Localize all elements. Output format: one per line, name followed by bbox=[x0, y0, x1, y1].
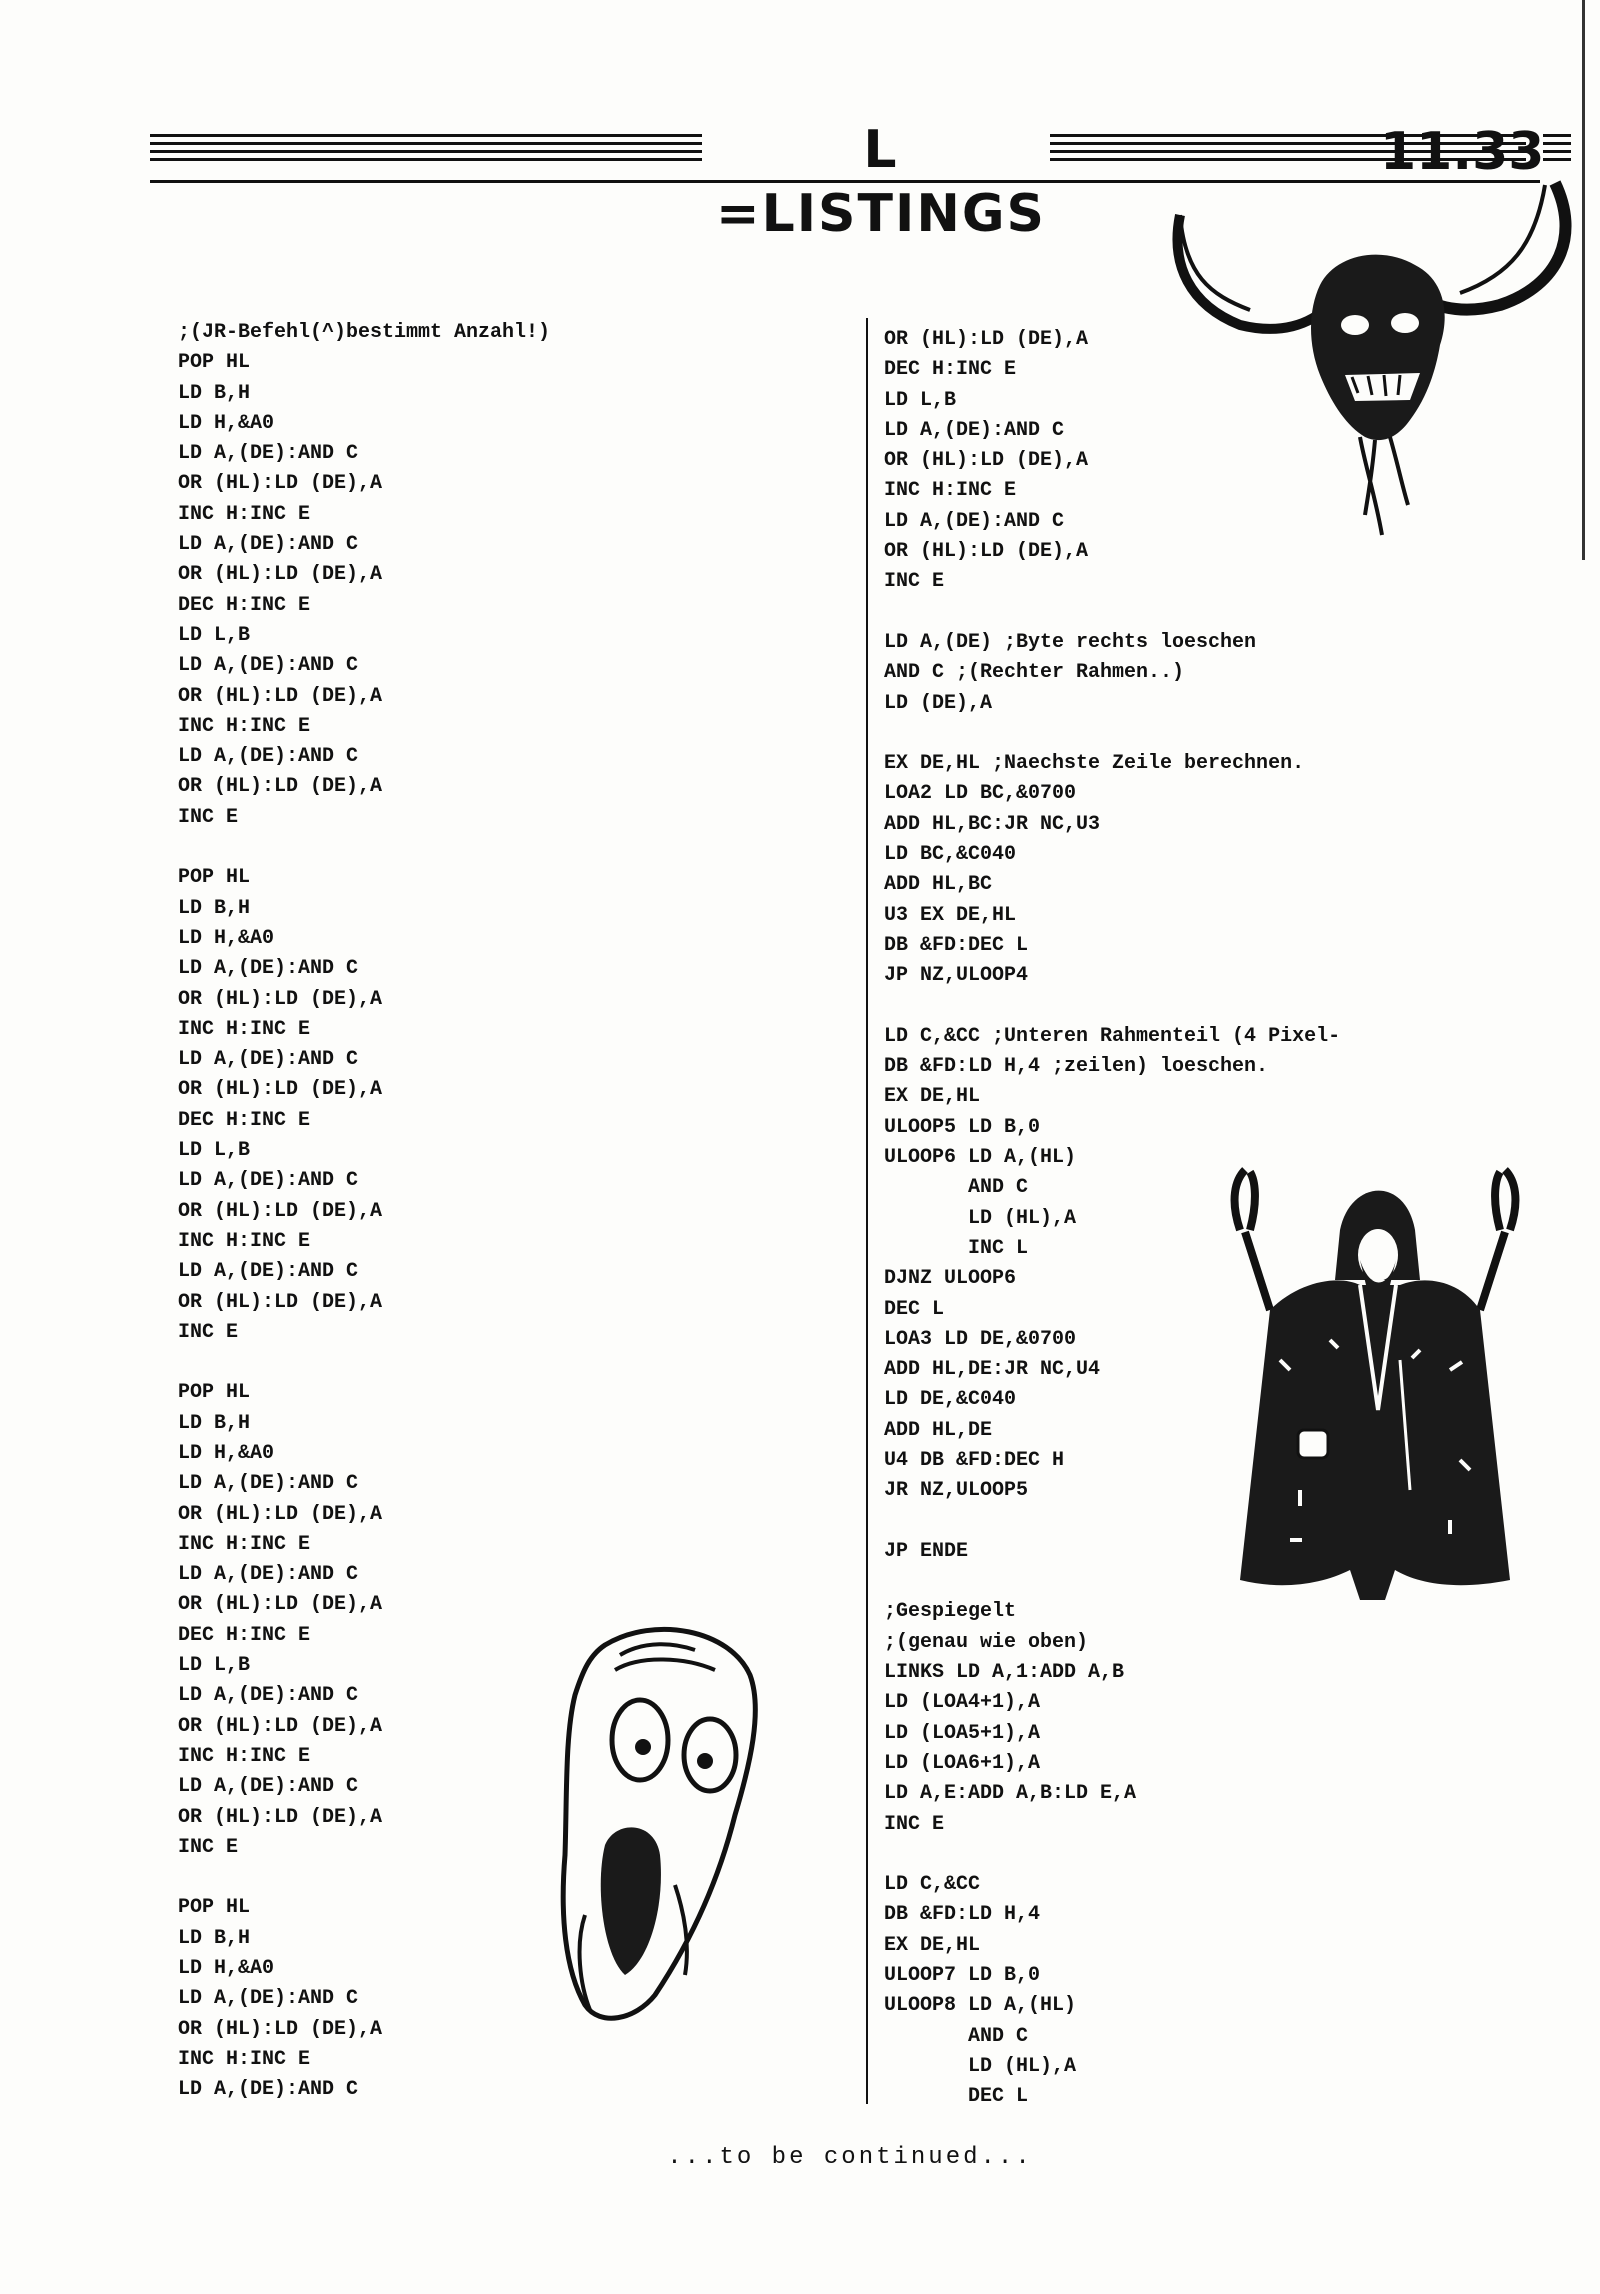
left-code-line: LD H,&A0 bbox=[178, 411, 275, 435]
left-code-line: LD A,(DE):AND C bbox=[178, 2078, 359, 2102]
right-code-line: LOA3 LD DE,&0700 bbox=[884, 1327, 1077, 1351]
left-code-line: OR (HL):LD (DE),A bbox=[178, 1714, 383, 1738]
left-code-line: LD A,(DE):AND C bbox=[178, 654, 359, 678]
left-code-line: OR (HL):LD (DE),A bbox=[178, 472, 383, 496]
right-code-line: LD C,&CC bbox=[884, 1873, 981, 1897]
right-code-line: DEC L bbox=[884, 1297, 945, 1321]
left-code-line: LD A,(DE):AND C bbox=[178, 1563, 359, 1587]
hooded-sorcerer-illustration bbox=[1210, 1160, 1540, 1610]
right-code-line: DB &FD:LD H,4 ;zeilen) loeschen. bbox=[884, 1055, 1269, 1079]
right-code-line: LD A,(DE):AND C bbox=[884, 509, 1065, 533]
right-code-line: INC E bbox=[884, 1812, 945, 1836]
right-code-line: AND C ;(Rechter Rahmen..) bbox=[884, 661, 1185, 685]
right-code-line: ADD HL,DE:JR NC,U4 bbox=[884, 1358, 1101, 1382]
left-code-line: INC H:INC E bbox=[178, 2047, 311, 2071]
left-code-line: LD B,H bbox=[178, 896, 251, 920]
listing-left-column bbox=[178, 318, 550, 2106]
right-code-line: JP ENDE bbox=[884, 1539, 969, 1563]
right-code-line: DB &FD:DEC L bbox=[884, 933, 1029, 957]
left-code-line: LD A,(DE):AND C bbox=[178, 1987, 359, 2011]
left-code-line: LD B,H bbox=[178, 1411, 251, 1435]
right-code-line: U3 EX DE,HL bbox=[884, 903, 1017, 927]
right-code-line: LD DE,&C040 bbox=[884, 1388, 1017, 1412]
left-code-line: OR (HL):LD (DE),A bbox=[178, 1078, 383, 1102]
left-code-line: INC H:INC E bbox=[178, 1229, 311, 1253]
left-code-line: LD B,H bbox=[178, 381, 251, 405]
left-code-line: OR (HL):LD (DE),A bbox=[178, 1805, 383, 1829]
horned-demon-illustration bbox=[1160, 175, 1580, 545]
left-code-line: OR (HL):LD (DE),A bbox=[178, 987, 383, 1011]
left-blank-line bbox=[178, 1863, 550, 1893]
page-number: 11.33 bbox=[1380, 122, 1545, 182]
left-code-line: DEC H:INC E bbox=[178, 1108, 311, 1132]
right-code-line: ULOOP8 LD A,(HL) bbox=[884, 1994, 1077, 2018]
right-code-line: EX DE,HL ;Naechste Zeile berechnen. bbox=[884, 752, 1305, 776]
left-code-line: LD A,(DE):AND C bbox=[178, 957, 359, 981]
left-code-line: OR (HL):LD (DE),A bbox=[178, 2017, 383, 2041]
left-code-line: DEC H:INC E bbox=[178, 1623, 311, 1647]
right-code-line: LD BC,&C040 bbox=[884, 843, 1017, 867]
right-code-line: OR (HL):LD (DE),A bbox=[884, 328, 1089, 351]
continued-note: ...to be continued... bbox=[667, 2144, 1033, 2171]
right-code-line: AND C bbox=[884, 1176, 1029, 1200]
left-code-line: INC H:INC E bbox=[178, 714, 311, 738]
right-code-line: LD (LOA5+1),A bbox=[884, 1721, 1041, 1745]
left-code-line: POP HL bbox=[178, 866, 251, 890]
right-code-line: LD (DE),A bbox=[884, 691, 993, 715]
left-code-line: INC E bbox=[178, 1835, 239, 1859]
left-code-line: INC E bbox=[178, 1320, 239, 1344]
right-code-line: LOA2 LD BC,&0700 bbox=[884, 782, 1077, 806]
right-code-line: JR NZ,ULOOP5 bbox=[884, 1479, 1029, 1503]
header-rule-left bbox=[150, 134, 702, 168]
left-code-line: OR (HL):LD (DE),A bbox=[178, 1290, 383, 1314]
left-code-line: LD A,(DE):AND C bbox=[178, 442, 359, 466]
left-code-line: OR (HL):LD (DE),A bbox=[178, 563, 383, 587]
left-code-line: LD L,B bbox=[178, 1139, 251, 1163]
right-code-line: LD C,&CC ;Unteren Rahmenteil (4 Pixel- bbox=[884, 1024, 1341, 1048]
right-code-line: ULOOP6 LD A,(HL) bbox=[884, 1146, 1077, 1170]
right-code-line: ;(genau wie oben) bbox=[884, 1630, 1089, 1654]
right-code-line: ;Gespiegelt bbox=[884, 1600, 1017, 1624]
left-code-line: LD A,(DE):AND C bbox=[178, 745, 359, 769]
right-code-line: AND C bbox=[884, 2024, 1029, 2048]
left-code-line: LD A,(DE):AND C bbox=[178, 1169, 359, 1193]
left-code-line: LD A,(DE):AND C bbox=[178, 533, 359, 557]
right-code-line: LD (HL),A bbox=[884, 2054, 1077, 2078]
right-code-line: INC L bbox=[884, 1236, 1029, 1260]
left-code-line: LD L,B bbox=[178, 623, 251, 647]
right-blank-line bbox=[884, 598, 1340, 628]
left-code-line: LD H,&A0 bbox=[178, 926, 275, 950]
left-code-line: OR (HL):LD (DE),A bbox=[178, 1593, 383, 1617]
right-code-line: ADD HL,BC bbox=[884, 873, 993, 897]
left-code-line: LD A,(DE):AND C bbox=[178, 1048, 359, 1072]
left-code-line: INC H:INC E bbox=[178, 1532, 311, 1556]
left-code-line: LD A,(DE):AND C bbox=[178, 1775, 359, 1799]
left-blank-line bbox=[178, 1348, 550, 1378]
left-code-line: POP HL bbox=[178, 1896, 251, 1920]
right-code-line: ADD HL,BC:JR NC,U3 bbox=[884, 812, 1101, 836]
right-code-line: OR (HL):LD (DE),A bbox=[884, 540, 1089, 564]
right-code-line: ULOOP5 LD B,0 bbox=[884, 1115, 1041, 1139]
column-divider bbox=[866, 318, 868, 2104]
left-code-line: LD A,(DE):AND C bbox=[178, 1472, 359, 1496]
left-code-line: LD H,&A0 bbox=[178, 1441, 275, 1465]
right-code-line: DJNZ ULOOP6 bbox=[884, 1267, 1017, 1291]
left-code-line: DEC H:INC E bbox=[178, 593, 311, 617]
left-code-line: LD B,H bbox=[178, 1926, 251, 1950]
left-code-line: LD A,(DE):AND C bbox=[178, 1260, 359, 1284]
left-code-line: LD L,B bbox=[178, 1654, 251, 1678]
right-code-line: LD A,E:ADD A,B:LD E,A bbox=[884, 1782, 1137, 1806]
left-code-line: OR (HL):LD (DE),A bbox=[178, 684, 383, 708]
left-code-line: INC H:INC E bbox=[178, 502, 311, 526]
right-blank-line bbox=[884, 992, 1340, 1022]
left-blank-line bbox=[178, 833, 550, 863]
right-code-line: DB &FD:LD H,4 bbox=[884, 1903, 1041, 1927]
right-code-line: INC H:INC E bbox=[884, 479, 1017, 503]
right-code-line: OR (HL):LD (DE),A bbox=[884, 449, 1089, 473]
right-code-line: ULOOP7 LD B,0 bbox=[884, 1964, 1041, 1988]
left-code-line: POP HL bbox=[178, 351, 251, 375]
left-code-line: INC E bbox=[178, 805, 239, 829]
left-code-line: LD H,&A0 bbox=[178, 1957, 275, 1981]
screaming-skull-illustration bbox=[545, 1615, 765, 2035]
right-code-line: LD (HL),A bbox=[884, 1206, 1077, 1230]
right-code-line: ADD HL,DE bbox=[884, 1418, 993, 1442]
right-code-line: EX DE,HL bbox=[884, 1085, 981, 1109]
left-code-line: INC H:INC E bbox=[178, 1744, 311, 1768]
right-code-line: DEC L bbox=[884, 2085, 1029, 2109]
left-code-line: INC H:INC E bbox=[178, 1017, 311, 1041]
right-code-line: LD A,(DE) ;Byte rechts loeschen bbox=[884, 630, 1257, 654]
left-code-line: LD A,(DE):AND C bbox=[178, 1684, 359, 1708]
right-code-line: U4 DB &FD:DEC H bbox=[884, 1448, 1065, 1472]
page-edge-line bbox=[1582, 0, 1585, 560]
header-rule-right bbox=[1543, 134, 1571, 168]
right-code-line: LD (LOA4+1),A bbox=[884, 1691, 1041, 1715]
right-code-line: LINKS LD A,1:ADD A,B bbox=[884, 1661, 1125, 1685]
right-code-line: DEC H:INC E bbox=[884, 358, 1017, 382]
section-title: L =LISTINGS bbox=[716, 120, 1046, 244]
left-code-line: OR (HL):LD (DE),A bbox=[178, 1199, 383, 1223]
right-blank-line bbox=[884, 719, 1340, 749]
right-code-line: JP NZ,ULOOP4 bbox=[884, 964, 1029, 988]
left-code-line: POP HL bbox=[178, 1381, 251, 1405]
left-code-line: OR (HL):LD (DE),A bbox=[178, 775, 383, 799]
left-code-line: ;(JR-Befehl(^)bestimmt Anzahl!) bbox=[178, 321, 551, 344]
right-code-line: LD L,B bbox=[884, 388, 957, 412]
left-code-line: OR (HL):LD (DE),A bbox=[178, 1502, 383, 1526]
right-code-line: LD A,(DE):AND C bbox=[884, 418, 1065, 442]
right-code-line: EX DE,HL bbox=[884, 1933, 981, 1957]
right-code-line: INC E bbox=[884, 570, 945, 594]
right-blank-line bbox=[884, 1840, 1340, 1870]
right-code-line: LD (LOA6+1),A bbox=[884, 1751, 1041, 1775]
